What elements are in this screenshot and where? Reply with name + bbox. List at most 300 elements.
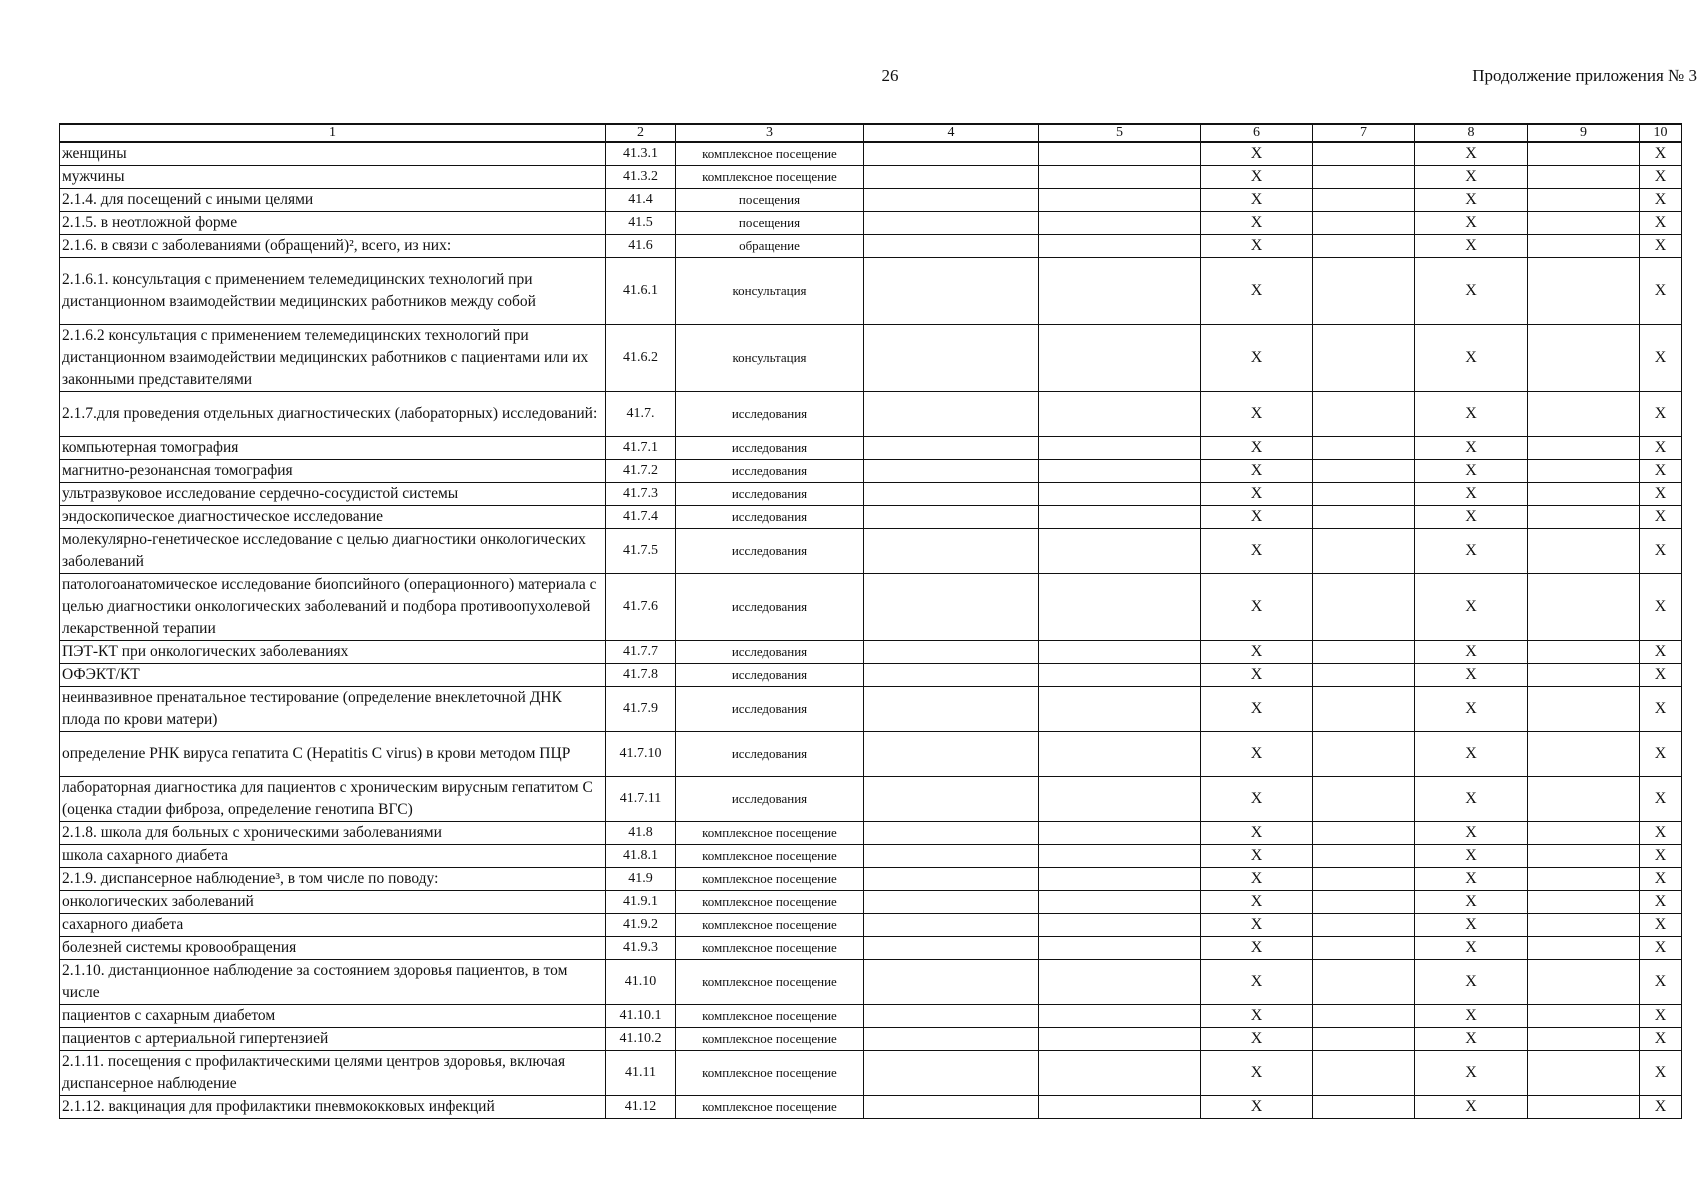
row-col4-cell xyxy=(864,937,1039,960)
row-col7-cell xyxy=(1313,437,1415,460)
row-col7-cell xyxy=(1313,777,1415,822)
table-row xyxy=(60,845,1682,868)
row-col6-mark: X xyxy=(1201,960,1313,1005)
row-col5-cell xyxy=(1039,142,1201,166)
row-col5-cell xyxy=(1039,1096,1201,1119)
row-code-cell: 41.7.3 xyxy=(606,483,676,506)
row-col4-cell xyxy=(864,1051,1039,1096)
row-unit-cell: исследования xyxy=(676,777,864,822)
table-row xyxy=(60,1051,1682,1096)
row-col5-cell xyxy=(1039,1028,1201,1051)
table-row xyxy=(60,891,1682,914)
table-row xyxy=(60,641,1682,664)
data-table xyxy=(59,123,1682,1119)
row-col4-cell xyxy=(864,483,1039,506)
row-col6-mark: X xyxy=(1201,687,1313,732)
row-col7-cell xyxy=(1313,687,1415,732)
row-unit-cell: комплексное посещение xyxy=(676,1028,864,1051)
row-name-cell: 2.1.6.2 консультация с применением телемедицинских технологий при дистанционном взаимодействии медицинских работников с пациентами или их законными представителями xyxy=(60,325,606,392)
row-col8-mark: X xyxy=(1415,529,1528,574)
row-col10-mark: X xyxy=(1640,506,1682,529)
row-col8-mark: X xyxy=(1415,506,1528,529)
row-unit-cell: исследования xyxy=(676,437,864,460)
row-code-cell: 41.7.4 xyxy=(606,506,676,529)
row-code-cell: 41.8.1 xyxy=(606,845,676,868)
table-row xyxy=(60,664,1682,687)
row-col6-mark: X xyxy=(1201,483,1313,506)
row-col6-mark: X xyxy=(1201,914,1313,937)
row-name-cell: лабораторная диагностика для пациентов с хроническим вирусным гепатитом С (оценка стадии фиброза, определение генотипа ВГС) xyxy=(60,777,606,822)
row-col10-mark: X xyxy=(1640,142,1682,166)
row-col6-mark: X xyxy=(1201,732,1313,777)
row-code-cell: 41.5 xyxy=(606,212,676,235)
row-col4-cell xyxy=(864,235,1039,258)
row-col5-cell xyxy=(1039,212,1201,235)
row-col4-cell xyxy=(864,687,1039,732)
row-col10-mark: X xyxy=(1640,166,1682,189)
row-col7-cell xyxy=(1313,1096,1415,1119)
row-col8-mark: X xyxy=(1415,1028,1528,1051)
row-col6-mark: X xyxy=(1201,891,1313,914)
column-header: 2 xyxy=(606,124,676,142)
row-unit-cell: комплексное посещение xyxy=(676,142,864,166)
row-col9-cell xyxy=(1528,1005,1640,1028)
row-col5-cell xyxy=(1039,483,1201,506)
column-header: 7 xyxy=(1313,124,1415,142)
row-code-cell: 41.7.6 xyxy=(606,574,676,641)
row-col10-mark: X xyxy=(1640,891,1682,914)
row-col5-cell xyxy=(1039,506,1201,529)
row-col10-mark: X xyxy=(1640,1051,1682,1096)
row-col9-cell xyxy=(1528,506,1640,529)
row-col9-cell xyxy=(1528,845,1640,868)
row-col8-mark: X xyxy=(1415,1051,1528,1096)
row-name-cell: эндоскопическое диагностическое исследование xyxy=(60,506,606,529)
row-col9-cell xyxy=(1528,483,1640,506)
row-col7-cell xyxy=(1313,1051,1415,1096)
row-code-cell: 41.7.1 xyxy=(606,437,676,460)
row-col7-cell xyxy=(1313,460,1415,483)
row-col7-cell xyxy=(1313,392,1415,437)
row-name-cell: патологоанатомическое исследование биопсийного (операционного) материала с целью диагностики онкологических заболеваний и подбора противоопухолевой лекарственной терапии xyxy=(60,574,606,641)
row-col5-cell xyxy=(1039,460,1201,483)
row-code-cell: 41.9.3 xyxy=(606,937,676,960)
row-unit-cell: комплексное посещение xyxy=(676,937,864,960)
row-col4-cell xyxy=(864,1028,1039,1051)
row-col4-cell xyxy=(864,437,1039,460)
row-col6-mark: X xyxy=(1201,664,1313,687)
row-col7-cell xyxy=(1313,235,1415,258)
row-col9-cell xyxy=(1528,641,1640,664)
row-col9-cell xyxy=(1528,460,1640,483)
row-name-cell: молекулярно-генетическое исследование с целью диагностики онкологических заболеваний xyxy=(60,529,606,574)
row-code-cell: 41.8 xyxy=(606,822,676,845)
row-col10-mark: X xyxy=(1640,483,1682,506)
table-row xyxy=(60,325,1682,392)
row-col7-cell xyxy=(1313,1005,1415,1028)
row-col5-cell xyxy=(1039,258,1201,325)
row-col5-cell xyxy=(1039,437,1201,460)
table-row xyxy=(60,483,1682,506)
table-row xyxy=(60,392,1682,437)
row-name-cell: сахарного диабета xyxy=(60,914,606,937)
row-col6-mark: X xyxy=(1201,845,1313,868)
row-code-cell: 41.3.1 xyxy=(606,142,676,166)
row-name-cell: 2.1.7.для проведения отдельных диагностических (лабораторных) исследований: xyxy=(60,392,606,437)
row-name-cell: болезней системы кровообращения xyxy=(60,937,606,960)
row-col6-mark: X xyxy=(1201,189,1313,212)
row-col7-cell xyxy=(1313,664,1415,687)
row-col5-cell xyxy=(1039,664,1201,687)
row-col10-mark: X xyxy=(1640,960,1682,1005)
row-col9-cell xyxy=(1528,822,1640,845)
row-col4-cell xyxy=(864,845,1039,868)
row-col4-cell xyxy=(864,960,1039,1005)
row-col6-mark: X xyxy=(1201,258,1313,325)
row-col8-mark: X xyxy=(1415,166,1528,189)
row-col6-mark: X xyxy=(1201,529,1313,574)
row-name-cell: 2.1.8. школа для больных с хроническими заболеваниями xyxy=(60,822,606,845)
row-name-cell: 2.1.4. для посещений с иными целями xyxy=(60,189,606,212)
row-code-cell: 41.7.11 xyxy=(606,777,676,822)
row-col6-mark: X xyxy=(1201,325,1313,392)
table-row xyxy=(60,687,1682,732)
row-col4-cell xyxy=(864,212,1039,235)
row-name-cell: магнитно-резонансная томография xyxy=(60,460,606,483)
table-row xyxy=(60,506,1682,529)
column-header: 10 xyxy=(1640,124,1682,142)
row-col8-mark: X xyxy=(1415,777,1528,822)
row-code-cell: 41.6 xyxy=(606,235,676,258)
row-col4-cell xyxy=(864,891,1039,914)
row-col10-mark: X xyxy=(1640,212,1682,235)
row-col9-cell xyxy=(1528,732,1640,777)
table-row xyxy=(60,529,1682,574)
row-col5-cell xyxy=(1039,868,1201,891)
row-col9-cell xyxy=(1528,1051,1640,1096)
row-code-cell: 41.7.7 xyxy=(606,641,676,664)
row-col8-mark: X xyxy=(1415,437,1528,460)
row-col10-mark: X xyxy=(1640,777,1682,822)
row-code-cell: 41.6.2 xyxy=(606,325,676,392)
row-col4-cell xyxy=(864,142,1039,166)
row-col5-cell xyxy=(1039,529,1201,574)
row-col6-mark: X xyxy=(1201,142,1313,166)
row-col7-cell xyxy=(1313,166,1415,189)
row-col5-cell xyxy=(1039,891,1201,914)
row-col9-cell xyxy=(1528,868,1640,891)
row-code-cell: 41.7.2 xyxy=(606,460,676,483)
row-col6-mark: X xyxy=(1201,777,1313,822)
row-col4-cell xyxy=(864,574,1039,641)
row-col10-mark: X xyxy=(1640,574,1682,641)
row-unit-cell: комплексное посещение xyxy=(676,868,864,891)
table-row xyxy=(60,460,1682,483)
row-col6-mark: X xyxy=(1201,574,1313,641)
row-name-cell: 2.1.11. посещения с профилактическими целями центров здоровья, включая диспансерное наблюдение xyxy=(60,1051,606,1096)
row-name-cell: ПЭТ-КТ при онкологических заболеваниях xyxy=(60,641,606,664)
row-code-cell: 41.10.1 xyxy=(606,1005,676,1028)
table-body xyxy=(60,142,1682,1119)
row-unit-cell: посещения xyxy=(676,189,864,212)
row-unit-cell: исследования xyxy=(676,664,864,687)
row-col8-mark: X xyxy=(1415,960,1528,1005)
row-col7-cell xyxy=(1313,325,1415,392)
column-number-row xyxy=(60,124,1682,142)
row-col4-cell xyxy=(864,325,1039,392)
table-row xyxy=(60,1005,1682,1028)
row-col9-cell xyxy=(1528,664,1640,687)
row-unit-cell: комплексное посещение xyxy=(676,891,864,914)
row-col8-mark: X xyxy=(1415,641,1528,664)
row-unit-cell: исследования xyxy=(676,574,864,641)
row-code-cell: 41.7.10 xyxy=(606,732,676,777)
row-col4-cell xyxy=(864,664,1039,687)
row-col4-cell xyxy=(864,460,1039,483)
row-unit-cell: комплексное посещение xyxy=(676,166,864,189)
row-name-cell: ОФЭКТ/КТ xyxy=(60,664,606,687)
row-code-cell: 41.9.1 xyxy=(606,891,676,914)
row-col9-cell xyxy=(1528,235,1640,258)
row-col9-cell xyxy=(1528,325,1640,392)
row-unit-cell: исследования xyxy=(676,506,864,529)
row-col4-cell xyxy=(864,392,1039,437)
row-name-cell: 2.1.9. диспансерное наблюдение³, в том числе по поводу: xyxy=(60,868,606,891)
row-col7-cell xyxy=(1313,732,1415,777)
row-code-cell: 41.7. xyxy=(606,392,676,437)
row-col6-mark: X xyxy=(1201,1096,1313,1119)
column-header: 1 xyxy=(60,124,606,142)
row-unit-cell: комплексное посещение xyxy=(676,960,864,1005)
row-col7-cell xyxy=(1313,142,1415,166)
row-col9-cell xyxy=(1528,392,1640,437)
column-header: 3 xyxy=(676,124,864,142)
row-col10-mark: X xyxy=(1640,732,1682,777)
row-col8-mark: X xyxy=(1415,392,1528,437)
table-row xyxy=(60,822,1682,845)
row-col10-mark: X xyxy=(1640,392,1682,437)
row-col5-cell xyxy=(1039,235,1201,258)
row-name-cell: определение РНК вируса гепатита С (Hepatitis C virus) в крови методом ПЦР xyxy=(60,732,606,777)
row-col5-cell xyxy=(1039,1005,1201,1028)
row-col8-mark: X xyxy=(1415,212,1528,235)
row-col5-cell xyxy=(1039,687,1201,732)
row-col9-cell xyxy=(1528,212,1640,235)
row-unit-cell: исследования xyxy=(676,529,864,574)
row-col5-cell xyxy=(1039,960,1201,1005)
row-col8-mark: X xyxy=(1415,325,1528,392)
row-col7-cell xyxy=(1313,574,1415,641)
row-col4-cell xyxy=(864,641,1039,664)
row-code-cell: 41.6.1 xyxy=(606,258,676,325)
page-number: 26 xyxy=(881,66,899,85)
row-col9-cell xyxy=(1528,891,1640,914)
row-col6-mark: X xyxy=(1201,1051,1313,1096)
table-row xyxy=(60,235,1682,258)
row-col8-mark: X xyxy=(1415,235,1528,258)
row-col9-cell xyxy=(1528,437,1640,460)
row-name-cell: компьютерная томография xyxy=(60,437,606,460)
row-col5-cell xyxy=(1039,937,1201,960)
row-unit-cell: исследования xyxy=(676,460,864,483)
row-col8-mark: X xyxy=(1415,574,1528,641)
row-col7-cell xyxy=(1313,483,1415,506)
row-col10-mark: X xyxy=(1640,914,1682,937)
row-unit-cell: обращение xyxy=(676,235,864,258)
row-col5-cell xyxy=(1039,732,1201,777)
row-col6-mark: X xyxy=(1201,822,1313,845)
row-col9-cell xyxy=(1528,258,1640,325)
row-col6-mark: X xyxy=(1201,392,1313,437)
row-col5-cell xyxy=(1039,845,1201,868)
row-col10-mark: X xyxy=(1640,822,1682,845)
row-col10-mark: X xyxy=(1640,1005,1682,1028)
row-name-cell: неинвазивное пренатальное тестирование (определение внеклеточной ДНК плода по крови матери) xyxy=(60,687,606,732)
row-col6-mark: X xyxy=(1201,506,1313,529)
row-col7-cell xyxy=(1313,258,1415,325)
row-col8-mark: X xyxy=(1415,142,1528,166)
row-unit-cell: комплексное посещение xyxy=(676,1051,864,1096)
row-unit-cell: комплексное посещение xyxy=(676,914,864,937)
row-col7-cell xyxy=(1313,212,1415,235)
row-col10-mark: X xyxy=(1640,235,1682,258)
row-code-cell: 41.7.8 xyxy=(606,664,676,687)
row-col10-mark: X xyxy=(1640,189,1682,212)
row-col9-cell xyxy=(1528,189,1640,212)
row-name-cell: онкологических заболеваний xyxy=(60,891,606,914)
row-col9-cell xyxy=(1528,529,1640,574)
row-name-cell: 2.1.6.1. консультация с применением телемедицинских технологий при дистанционном взаимодействии медицинских работников между собой xyxy=(60,258,606,325)
table-row xyxy=(60,142,1682,166)
row-col8-mark: X xyxy=(1415,914,1528,937)
row-col7-cell xyxy=(1313,960,1415,1005)
column-header: 5 xyxy=(1039,124,1201,142)
row-col4-cell xyxy=(864,914,1039,937)
appendix-continuation-note: Продолжение приложения № 3 xyxy=(1472,66,1697,85)
row-col4-cell xyxy=(864,529,1039,574)
table-row xyxy=(60,1096,1682,1119)
row-col10-mark: X xyxy=(1640,325,1682,392)
row-col10-mark: X xyxy=(1640,937,1682,960)
row-col9-cell xyxy=(1528,1096,1640,1119)
row-col4-cell xyxy=(864,258,1039,325)
row-col10-mark: X xyxy=(1640,460,1682,483)
table-row xyxy=(60,1028,1682,1051)
row-name-cell: 2.1.12. вакцинация для профилактики пневмококковых инфекций xyxy=(60,1096,606,1119)
row-unit-cell: исследования xyxy=(676,732,864,777)
row-col4-cell xyxy=(864,822,1039,845)
row-col8-mark: X xyxy=(1415,483,1528,506)
row-col9-cell xyxy=(1528,574,1640,641)
row-col4-cell xyxy=(864,166,1039,189)
row-unit-cell: комплексное посещение xyxy=(676,822,864,845)
row-unit-cell: исследования xyxy=(676,641,864,664)
row-col8-mark: X xyxy=(1415,687,1528,732)
table-row xyxy=(60,777,1682,822)
row-col5-cell xyxy=(1039,641,1201,664)
row-col6-mark: X xyxy=(1201,460,1313,483)
row-col6-mark: X xyxy=(1201,1028,1313,1051)
row-col5-cell xyxy=(1039,822,1201,845)
row-code-cell: 41.3.2 xyxy=(606,166,676,189)
row-col4-cell xyxy=(864,1096,1039,1119)
row-unit-cell: исследования xyxy=(676,483,864,506)
row-col7-cell xyxy=(1313,937,1415,960)
row-col7-cell xyxy=(1313,529,1415,574)
row-col7-cell xyxy=(1313,891,1415,914)
row-col9-cell xyxy=(1528,914,1640,937)
row-col8-mark: X xyxy=(1415,891,1528,914)
row-unit-cell: консультация xyxy=(676,325,864,392)
row-col6-mark: X xyxy=(1201,166,1313,189)
row-col6-mark: X xyxy=(1201,937,1313,960)
row-col8-mark: X xyxy=(1415,822,1528,845)
column-header: 8 xyxy=(1415,124,1528,142)
row-col7-cell xyxy=(1313,189,1415,212)
row-col9-cell xyxy=(1528,960,1640,1005)
table-row xyxy=(60,437,1682,460)
row-code-cell: 41.7.5 xyxy=(606,529,676,574)
row-col8-mark: X xyxy=(1415,1005,1528,1028)
row-col9-cell xyxy=(1528,166,1640,189)
row-col7-cell xyxy=(1313,1028,1415,1051)
row-col5-cell xyxy=(1039,166,1201,189)
row-col7-cell xyxy=(1313,914,1415,937)
row-unit-cell: комплексное посещение xyxy=(676,1096,864,1119)
row-col10-mark: X xyxy=(1640,437,1682,460)
column-header: 6 xyxy=(1201,124,1313,142)
row-col10-mark: X xyxy=(1640,258,1682,325)
column-header: 4 xyxy=(864,124,1039,142)
row-col9-cell xyxy=(1528,142,1640,166)
table-row xyxy=(60,212,1682,235)
table-row xyxy=(60,258,1682,325)
row-col7-cell xyxy=(1313,868,1415,891)
row-unit-cell: посещения xyxy=(676,212,864,235)
row-name-cell: пациентов с сахарным диабетом xyxy=(60,1005,606,1028)
row-col8-mark: X xyxy=(1415,460,1528,483)
row-col10-mark: X xyxy=(1640,1096,1682,1119)
row-col5-cell xyxy=(1039,777,1201,822)
row-col5-cell xyxy=(1039,574,1201,641)
row-col4-cell xyxy=(864,732,1039,777)
row-col4-cell xyxy=(864,868,1039,891)
row-col8-mark: X xyxy=(1415,732,1528,777)
row-col5-cell xyxy=(1039,1051,1201,1096)
row-col9-cell xyxy=(1528,687,1640,732)
table-row xyxy=(60,166,1682,189)
row-col6-mark: X xyxy=(1201,212,1313,235)
row-code-cell: 41.10.2 xyxy=(606,1028,676,1051)
row-col10-mark: X xyxy=(1640,687,1682,732)
row-code-cell: 41.11 xyxy=(606,1051,676,1096)
table-row xyxy=(60,732,1682,777)
row-name-cell: школа сахарного диабета xyxy=(60,845,606,868)
row-unit-cell: исследования xyxy=(676,392,864,437)
table-row xyxy=(60,960,1682,1005)
row-col8-mark: X xyxy=(1415,258,1528,325)
row-code-cell: 41.7.9 xyxy=(606,687,676,732)
row-col8-mark: X xyxy=(1415,937,1528,960)
row-col10-mark: X xyxy=(1640,845,1682,868)
table-row xyxy=(60,937,1682,960)
row-col9-cell xyxy=(1528,1028,1640,1051)
row-col4-cell xyxy=(864,1005,1039,1028)
row-name-cell: мужчины xyxy=(60,166,606,189)
row-unit-cell: исследования xyxy=(676,687,864,732)
row-unit-cell: комплексное посещение xyxy=(676,845,864,868)
column-header: 9 xyxy=(1528,124,1640,142)
